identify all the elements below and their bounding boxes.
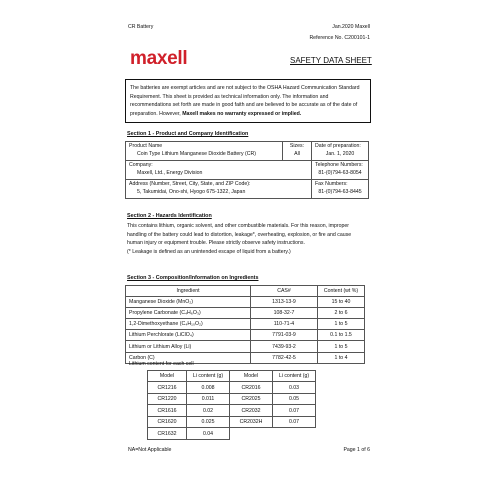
table-row: Propylene Carbonate (C₄H₆O₃) 108-32-7 2 to 6 bbox=[126, 308, 365, 319]
ingredients-table bbox=[125, 285, 365, 364]
ingredients-header-row bbox=[126, 286, 365, 297]
cas-header: CAS# bbox=[251, 286, 318, 297]
table-row: CR1620 0.025 CR2032H 0.07 bbox=[148, 416, 316, 427]
table-row: CR1220 0.011 CR2025 0.05 bbox=[148, 393, 316, 404]
table-row: 1,2-Dimethoxyethane (C₄H₁₀O₂) 110-71-4 1 to 5 bbox=[126, 319, 365, 330]
li-content-label: Lithium content for each cell bbox=[129, 361, 194, 367]
date-value: Jan. 1, 2020 bbox=[325, 150, 355, 157]
content-header: Content (wt %) bbox=[318, 286, 365, 297]
fax-value: 81-(0)794-63-8445 bbox=[318, 188, 362, 195]
address-value: 5, Takumidai, Ono-shi, Hyogo 675-1322, Japan bbox=[137, 188, 246, 195]
maxell-logo: maxell bbox=[130, 48, 188, 69]
address-cell: Address (Number, Street, City, State, and ZIP Code): 5, Takumidai, Ono-shi, Hyogo 675-1322, Japan bbox=[126, 179, 312, 198]
disclaimer-bold: Maxell makes no warranty expressed or implied. bbox=[182, 110, 302, 117]
telephone-value: 81-(0)794-63-8054 bbox=[318, 169, 362, 176]
leakage-note: (* Leakage is defined as an unintended escape of liquid from a battery.) bbox=[127, 249, 291, 255]
header-product: CR Battery bbox=[128, 24, 154, 30]
product-name: Coin Type Lithium Manganese Dioxide Battery (CR) bbox=[137, 150, 256, 157]
li-header-row: Model Li content (g) Model Li content (g) bbox=[148, 371, 316, 382]
document-title: SAFETY DATA SHEET bbox=[290, 56, 372, 65]
section1-heading: Section 1 - Product and Company Identification bbox=[127, 131, 249, 137]
ingredient-header: Ingredient bbox=[126, 286, 251, 297]
section3-heading: Section 3 - Composition/Information on Ingredients bbox=[127, 275, 259, 281]
table-row: CR1616 0.02 CR2032 0.07 bbox=[148, 405, 316, 416]
page-number: Page 1 of 6 bbox=[343, 447, 370, 453]
date-cell: Date of preparation: Jan. 1, 2020 bbox=[312, 142, 369, 161]
table-row: Lithium Perchlorate (LiClO₄) 7791-03-9 0.1 to 1.5 bbox=[126, 330, 365, 341]
table-row: CR1216 0.008 CR2016 0.03 bbox=[148, 382, 316, 393]
table-row: CR1632 0.04 bbox=[148, 428, 316, 439]
table-row: Lithium or Lithium Alloy (Li) 7439-93-2 1 to 5 bbox=[126, 341, 365, 352]
na-note: NA=Not Applicable bbox=[128, 447, 172, 453]
disclaimer-text: The batteries are exempt articles and are not subject to the OSHA Hazard Communication Standard Requirement. This sheet is provided as technical information only. The information and recommendations set forth are made in good faith and are believed to be accurate as of the date of preparation. However, bbox=[130, 85, 360, 117]
company-cell: Company: Maxell, Ltd., Energy Division bbox=[126, 160, 312, 179]
table-row: Carbon (C) 7782-42-5 1 to 4 bbox=[126, 352, 365, 363]
company-info-table bbox=[125, 141, 369, 199]
sizes-value: All bbox=[294, 150, 300, 157]
sizes-cell: Sizes: All bbox=[283, 142, 312, 161]
hazards-text: This contains lithium, organic solvent, and other combustible materials. For this reason, improper handling of the battery could lead to distortion, leakage*, overheating, explosion, or fire and cause human injury or equipment trouble. Please strictly observe safety instructions. bbox=[127, 223, 352, 247]
company-value: Maxell, Ltd., Energy Division bbox=[137, 169, 203, 176]
disclaimer-box bbox=[125, 79, 371, 123]
section2-heading: Section 2 - Hazards Identification bbox=[127, 213, 212, 219]
product-name-cell: Product Name Coin Type Lithium Manganese Dioxide Battery (CR) bbox=[126, 142, 283, 161]
header-date: Jan.2020 Maxell bbox=[332, 24, 370, 30]
table-row: Manganese Dioxide (MnO₂) 1313-13-9 15 to 40 bbox=[126, 297, 365, 308]
reference-number: Reference No. C200101-1 bbox=[309, 35, 370, 41]
fax-cell: Fax Numbers: 81-(0)794-63-8445 bbox=[312, 179, 369, 198]
telephone-cell: Telephone Numbers: 81-(0)794-63-8054 bbox=[312, 160, 369, 179]
lithium-content-table bbox=[147, 370, 316, 440]
